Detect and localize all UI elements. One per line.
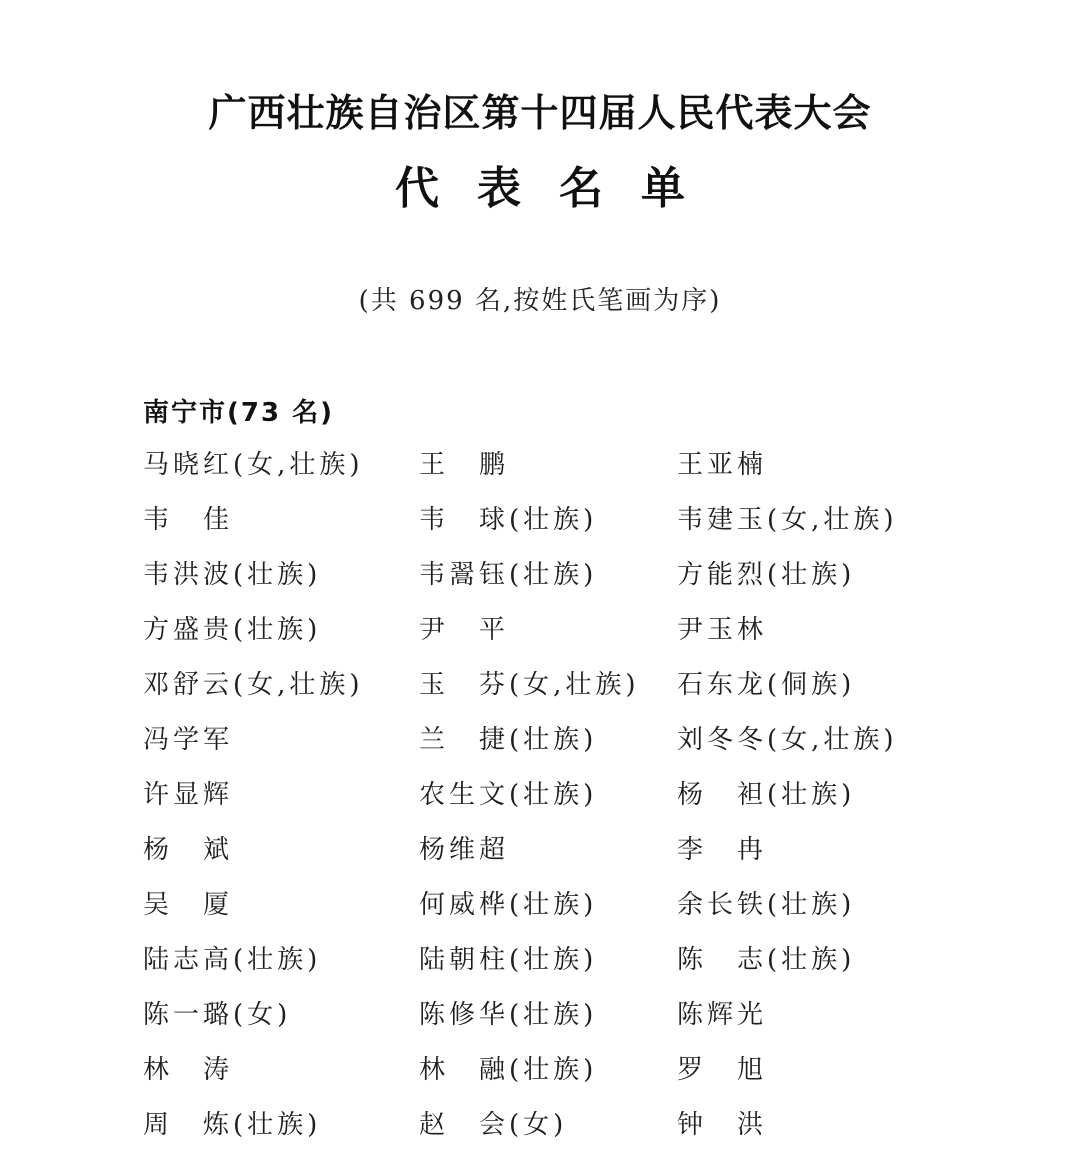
name-entry: 李 冉 bbox=[677, 835, 768, 865]
count-note: (共 699 名,按姓氏笔画为序) bbox=[358, 286, 722, 316]
name-row bbox=[143, 444, 1043, 499]
name-entry: 余长铁(壮族) bbox=[677, 890, 856, 920]
name-entry: 吴 厦 bbox=[143, 890, 234, 920]
name-entry: 周 炼(壮族) bbox=[143, 1110, 322, 1140]
name-entry: 陈一璐(女) bbox=[143, 1000, 292, 1030]
name-entry: 罗 旭 bbox=[677, 1055, 768, 1085]
name-entry: 何威桦(壮族) bbox=[419, 890, 598, 920]
name-row bbox=[143, 994, 1043, 1049]
name-entry: 邓舒云(女,壮族) bbox=[143, 670, 364, 700]
name-entry: 石东龙(侗族) bbox=[677, 670, 856, 700]
name-entry: 杨维超 bbox=[419, 835, 510, 865]
name-entry: 钟 洪 bbox=[677, 1110, 768, 1140]
name-entry: 刘冬冬(女,壮族) bbox=[677, 725, 898, 755]
name-row bbox=[143, 609, 1043, 664]
name-entry: 尹 平 bbox=[419, 615, 510, 645]
name-entry: 尹玉林 bbox=[677, 615, 768, 645]
name-entry: 韦洪波(壮族) bbox=[143, 560, 322, 590]
name-entry: 方盛贵(壮族) bbox=[143, 615, 322, 645]
name-row bbox=[143, 939, 1043, 994]
name-row bbox=[143, 829, 1043, 884]
name-entry: 陈辉光 bbox=[677, 1000, 768, 1030]
name-entry: 韦 球(壮族) bbox=[419, 505, 598, 535]
name-row bbox=[143, 499, 1043, 554]
name-entry: 林 涛 bbox=[143, 1055, 234, 1085]
name-entry: 农生文(壮族) bbox=[419, 780, 598, 810]
name-list-grid bbox=[143, 444, 1043, 1159]
document-title: 广西壮族自治区第十四届人民代表大会 bbox=[208, 91, 872, 135]
document-subtitle: 代表名单 bbox=[395, 163, 723, 214]
section-title-nanning: 南宁市(73 名) bbox=[143, 398, 334, 428]
name-entry: 杨 袒(壮族) bbox=[677, 780, 856, 810]
name-entry: 韦 佳 bbox=[143, 505, 234, 535]
name-entry: 玉 芬(女,壮族) bbox=[419, 670, 640, 700]
name-row bbox=[143, 774, 1043, 829]
name-entry: 韦建玉(女,壮族) bbox=[677, 505, 898, 535]
name-entry: 马晓红(女,壮族) bbox=[143, 450, 364, 480]
name-entry: 韦翯钰(壮族) bbox=[419, 560, 598, 590]
name-entry: 陈修华(壮族) bbox=[419, 1000, 598, 1030]
name-entry: 赵 会(女) bbox=[419, 1110, 568, 1140]
name-row bbox=[143, 1049, 1043, 1104]
name-entry: 王亚楠 bbox=[677, 450, 768, 480]
name-entry: 兰 捷(壮族) bbox=[419, 725, 598, 755]
name-row bbox=[143, 664, 1043, 719]
name-entry: 冯学军 bbox=[143, 725, 234, 755]
name-row bbox=[143, 884, 1043, 939]
name-row bbox=[143, 719, 1043, 774]
name-entry: 王 鹏 bbox=[419, 450, 510, 480]
name-entry: 杨 斌 bbox=[143, 835, 234, 865]
name-entry: 林 融(壮族) bbox=[419, 1055, 598, 1085]
name-entry: 陈 志(壮族) bbox=[677, 945, 856, 975]
name-entry: 方能烈(壮族) bbox=[677, 560, 856, 590]
name-row bbox=[143, 554, 1043, 609]
name-entry: 许显辉 bbox=[143, 780, 234, 810]
name-entry: 陆志高(壮族) bbox=[143, 945, 322, 975]
name-entry: 陆朝柱(壮族) bbox=[419, 945, 598, 975]
name-row bbox=[143, 1104, 1043, 1159]
